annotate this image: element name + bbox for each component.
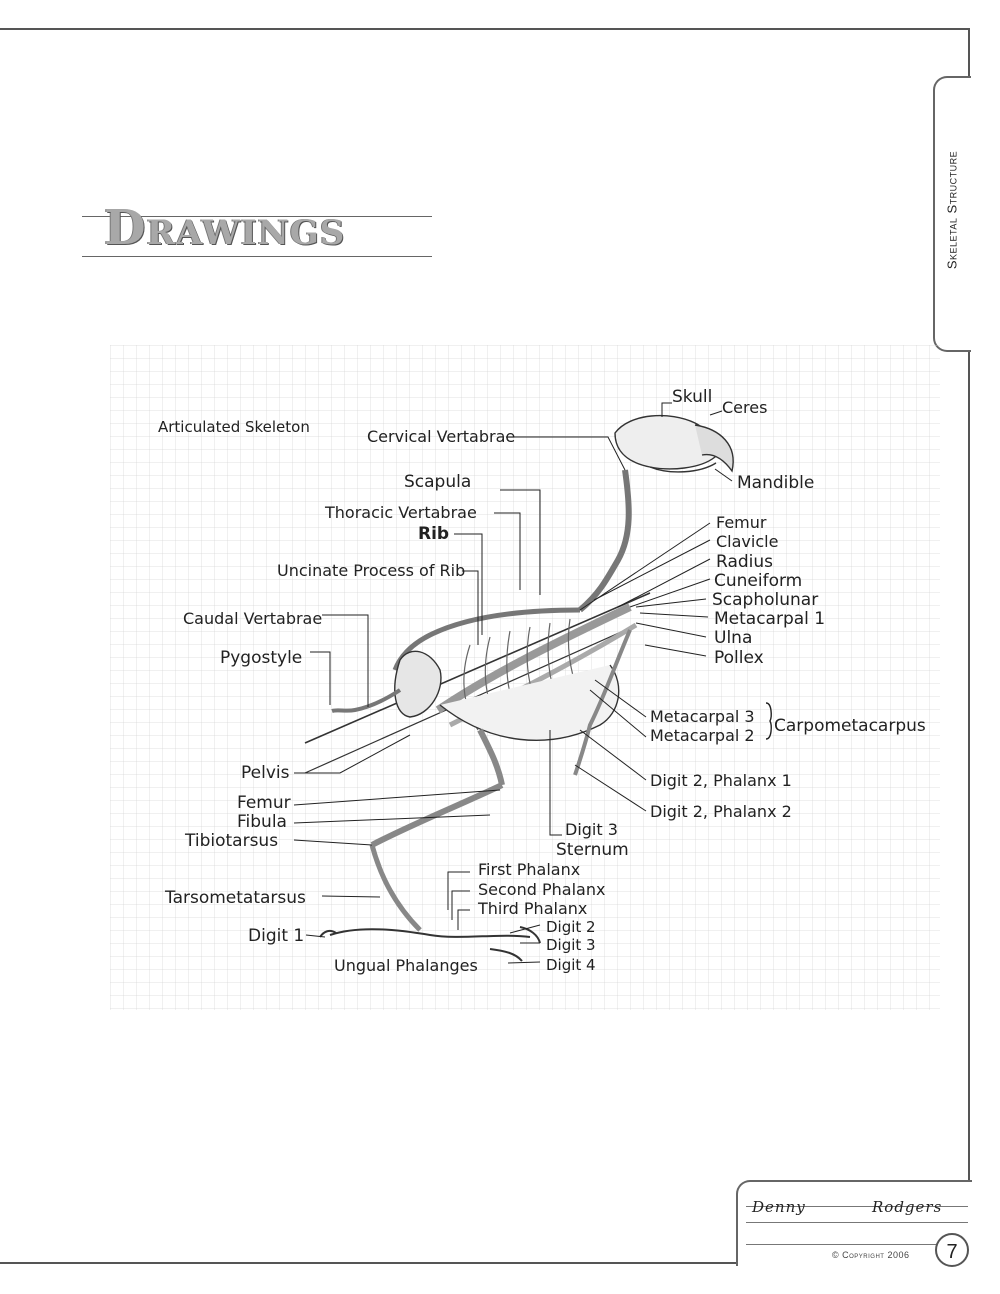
label-tarsometatarsus: Tarsometatarsus xyxy=(165,888,306,908)
label-fibula: Fibula xyxy=(237,812,287,832)
page-title-block xyxy=(82,198,432,266)
label-femur-right: Femur xyxy=(716,513,767,532)
label-tibiotarsus: Tibiotarsus xyxy=(185,831,279,851)
label-digit3: Digit 3 xyxy=(565,820,618,839)
label-metacarpal-1: Metacarpal 1 xyxy=(714,609,826,629)
page-number: 7 xyxy=(935,1233,969,1267)
signature-last-name: Rodgers xyxy=(872,1198,943,1216)
label-cuneiform: Cuneiform xyxy=(714,571,803,591)
page-title: Drawings xyxy=(104,200,346,256)
label-femur-left: Femur xyxy=(237,793,291,813)
label-cervical-vertabrae: Cervical Vertabrae xyxy=(367,427,516,446)
label-digit1: Digit 1 xyxy=(248,926,305,946)
label-clavicle: Clavicle xyxy=(716,532,779,551)
label-digit2: Digit 2 xyxy=(546,918,596,936)
label-ceres: Ceres xyxy=(722,398,768,417)
skeleton-diagram xyxy=(110,345,940,1010)
signature-first-name: Denny xyxy=(752,1198,806,1216)
label-scapholunar: Scapholunar xyxy=(712,590,819,610)
label-first-phalanx: First Phalanx xyxy=(478,860,581,879)
label-metacarpal-3: Metacarpal 3 xyxy=(650,707,755,726)
label-ulna: Ulna xyxy=(714,628,753,648)
label-carpometacarpus: Carpometacarpus xyxy=(774,716,926,736)
label-scapula: Scapula xyxy=(404,472,472,492)
signature-rule-2 xyxy=(746,1222,968,1223)
label-caudal-vertabrae: Caudal Vertabrae xyxy=(183,609,323,628)
label-mandible: Mandible xyxy=(737,473,815,493)
label-digit3-foot: Digit 3 xyxy=(546,936,596,954)
label-metacarpal-2: Metacarpal 2 xyxy=(650,726,755,745)
label-skull: Skull xyxy=(672,387,713,407)
caption-articulated-skeleton: Articulated Skeleton xyxy=(158,418,310,436)
label-pollex: Pollex xyxy=(714,648,764,668)
label-second-phalanx: Second Phalanx xyxy=(478,880,606,899)
label-sternum: Sternum xyxy=(556,840,629,860)
label-uncinate-process: Uncinate Process of Rib xyxy=(277,561,466,580)
label-pelvis: Pelvis xyxy=(241,763,290,783)
label-ungual-phalanges: Ungual Phalanges xyxy=(334,956,478,975)
label-digit2-phalanx1: Digit 2, Phalanx 1 xyxy=(650,771,792,790)
label-radius: Radius xyxy=(716,552,774,572)
label-digit2-phalanx2: Digit 2, Phalanx 2 xyxy=(650,802,792,821)
label-digit4: Digit 4 xyxy=(546,956,596,974)
side-tab-label: Skeletal Structure xyxy=(944,150,960,270)
label-rib: Rib xyxy=(418,524,450,544)
artist-signature xyxy=(752,1198,943,1216)
label-pygostyle: Pygostyle xyxy=(220,648,303,668)
copyright-notice: © Copyright 2006 xyxy=(832,1250,910,1260)
label-thoracic-vertabrae: Thoracic Vertabrae xyxy=(325,503,477,522)
label-third-phalanx: Third Phalanx xyxy=(478,899,588,918)
title-rule-bottom xyxy=(82,256,432,257)
